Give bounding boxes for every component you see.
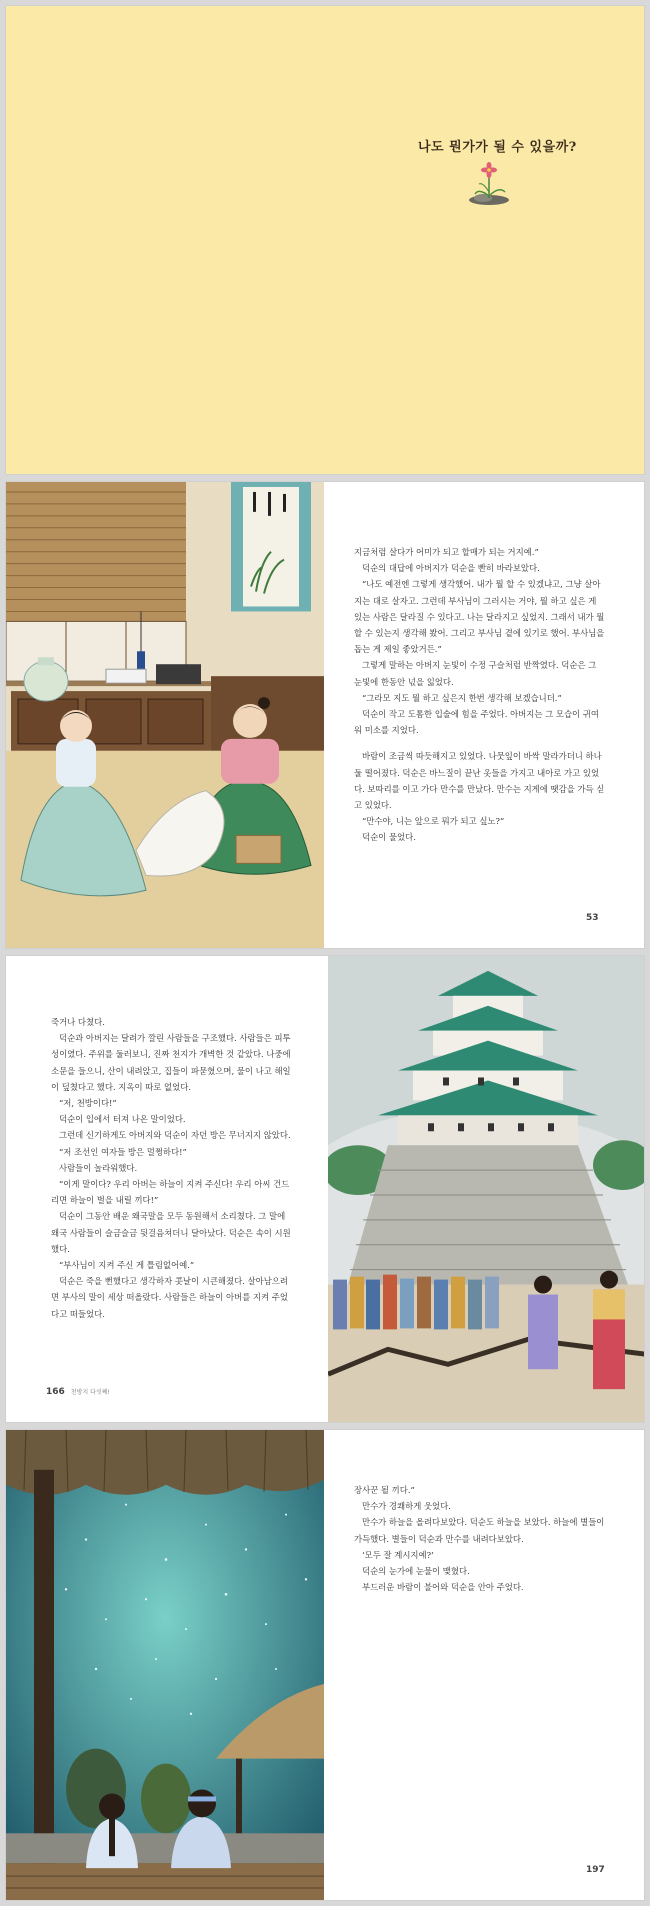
paragraph: 덕순과 아버지는 달려가 깔린 사람들을 구조했다. 사람들은 피투성이였다. 주위를 둘러보니, 진짜 천지가 개벽한 것 같았다. 나중에 소문을 들으니, 산이 내려앉고, 집들이 파묻혔으며, 물이 나고 해일이 덮쳤다고 했다. 지옥이 따로 없었다. — [51, 1033, 291, 1092]
paragraph: “이게 말이다? 우리 아버는 하늘이 지켜 주신다! 우리 아씨 건드리면 하늘이 벌을 내릴 끼다!” — [51, 1179, 290, 1206]
illustration-room-sewing — [6, 482, 324, 948]
paragraph: “그라모 지도 뭘 하고 싶은지 한번 생각해 보겠습니더.” — [362, 692, 562, 703]
page-number: 197 — [586, 1865, 605, 1875]
paragraph: 덕순이 작고 도톰한 입술에 힘을 주었다. 아버지는 그 모습이 귀여워 미소를 지었다. — [354, 709, 599, 736]
paragraph: “저 조선인 여자들 방은 멀쩡하다!” — [59, 1146, 187, 1157]
flower-icon — [461, 158, 521, 208]
paragraph: 장사꾼 될 끼다.” — [354, 1485, 415, 1495]
page-197 — [5, 1429, 645, 1901]
paragraph: 사람들이 놀라워했다. — [59, 1162, 138, 1173]
paragraph: 부드러운 바람이 불어와 덕순을 안아 주었다. — [362, 1582, 524, 1593]
paragraph: “만수야, 니는 앞으로 뭐가 되고 싶노?” — [362, 816, 505, 827]
paragraph: 만수가 하늘을 올려다보았다. 덕순도 하늘을 보았다. 하늘에 별들이 가득했다. 별들이 덕순과 만수를 내려다보았다. — [354, 1517, 605, 1544]
paragraph: ‘모두 잘 계시지예?’ — [362, 1549, 434, 1560]
paragraph: “부사님이 지켜 주신 게 틀림없어예.” — [59, 1260, 195, 1271]
body-text — [354, 544, 606, 846]
paragraph: 그런데 신기하게도 아버지와 덕순이 자던 방은 무너지지 않았다. — [59, 1130, 291, 1141]
paragraph: 덕순은 죽을 뻔했다고 생각하자 콧날이 시큰해졌다. 살아남으려면 부사의 말이 세상 떠올랐다. 사람들은 하늘이 아버를 지켜 주었다고 떠들었다. — [51, 1276, 288, 1319]
chapter-title-page — [5, 5, 645, 475]
paragraph: 덕순의 대답에 아버지가 덕순을 빤히 바라보았다. — [362, 563, 540, 574]
page-number-value: 166 — [46, 1387, 65, 1397]
paragraph: 덕순의 눈가에 눈물이 맺혔다. — [362, 1566, 470, 1577]
paragraph: 그렇게 말하는 아버지 눈빛이 수정 구슬처럼 반짝였다. 덕순은 그 눈빛에 한동안 넋을 잃었다. — [354, 660, 597, 687]
page-53 — [5, 481, 645, 949]
chapter-title: 나도 뭔가가 될 수 있을까? — [418, 140, 577, 155]
paragraph: 덕순이 그동안 배운 왜국말을 모두 동원해서 소리쳤다. 그 말에 왜국 사람들이 슬금슬금 뒷걸음쳐더니 달아났다. 덕순은 속이 시원했다. — [51, 1211, 291, 1254]
page-166 — [5, 955, 645, 1423]
paragraph: 바람이 조금씩 따듯해지고 있었다. 나뭇잎이 바싹 말라가더니 하나둘 떨어졌다. 덕순은 바느질이 끝난 옷들을 가지고 내아로 가고 있었다. 보따리를 이고 가다 만수를 만났다. 만수는 지게에 땟감을 가득 싣고 있었다. — [354, 751, 605, 811]
paragraph: “나도 예전엔 그렇게 생각했어. 내가 뭘 할 수 있겠냐고, 그냥 살아지는 대로 살자고. 그런데 부사님이 그러시는 거야, 뭘 하고 싶은 게 있는 사람은 달라질 수 있다고. 나는 달라지고 싶었지. 그래서 내가 뭘 할 수 있는지 생각해 봤어. 그리고 부사님 곁에 있기로 했어. 부사님을 돕는 게 제일 좋았거든.” — [354, 579, 605, 655]
paragraph: 지금처럼 살다가 어미가 되고 할매가 되는 거지예.” — [354, 547, 539, 557]
page-number — [46, 1387, 110, 1397]
illustration-starry-night — [6, 1430, 324, 1900]
illustration-castle-earthquake — [328, 956, 645, 1422]
page-number: 53 — [586, 913, 599, 923]
paragraph: 덕순이 물었다. — [362, 832, 416, 843]
body-text — [354, 1482, 606, 1595]
body-text — [51, 1014, 291, 1322]
paragraph: 덕순이 입에서 터져 나온 말이었다. — [59, 1114, 186, 1125]
running-title: 천방지 다섯째! — [70, 1389, 110, 1396]
paragraph: “저, 천방이다!” — [59, 1098, 117, 1109]
paragraph: 죽거나 다쳤다. — [51, 1017, 105, 1027]
paragraph: 만수가 경쾌하게 웃었다. — [362, 1501, 451, 1512]
